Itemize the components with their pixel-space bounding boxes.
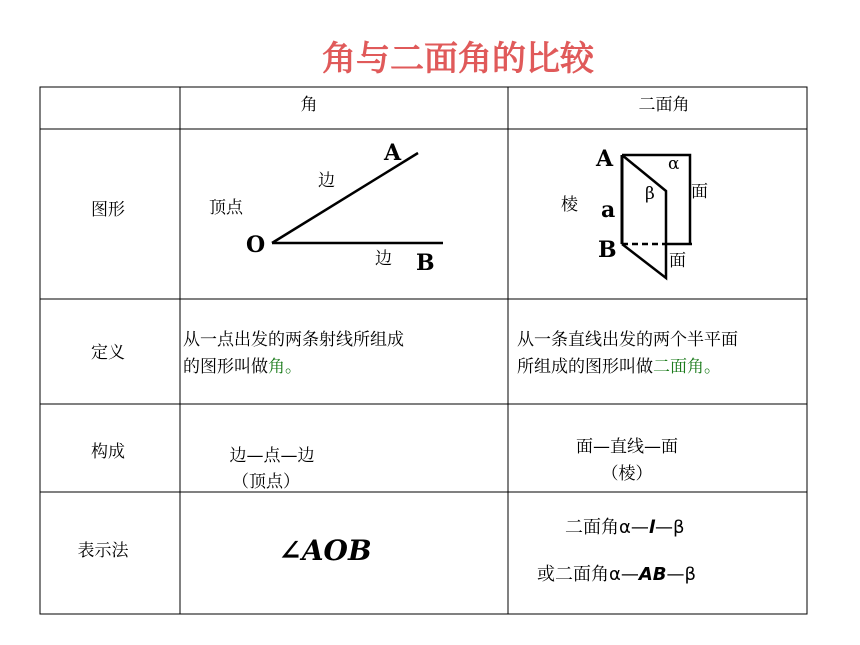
row-label-definition: 定义 xyxy=(91,343,125,363)
vertex-text-label: 顶点 xyxy=(209,198,243,218)
point-a-label: A xyxy=(384,140,402,166)
row-label-notation: 表示法 xyxy=(77,541,129,561)
dihedral-definition-term: 二面角。 xyxy=(653,357,721,377)
point-b-label: B xyxy=(416,250,435,276)
dihedral-notation-line1-prefix: 二面角α— xyxy=(565,517,649,538)
ray-oa xyxy=(272,153,418,243)
angle-notation: ∠AOB xyxy=(278,534,372,567)
angle-figure xyxy=(209,140,443,276)
page-title: 角与二面角的比较 xyxy=(322,39,594,79)
dihedral-composition-line2: （棱） xyxy=(601,464,653,484)
side-label-upper: 边 xyxy=(318,171,335,191)
angle-definition-prefix: 的图形叫做 xyxy=(183,357,268,377)
plane-beta-label: β xyxy=(645,184,655,204)
row-label-figure: 图形 xyxy=(91,200,125,220)
edge-text-label: 棱 xyxy=(561,195,578,215)
dihedral-notation-line2-edge: AB xyxy=(638,564,667,585)
edge-point-b-label: B xyxy=(598,237,617,263)
dihedral-notation-line2-suffix: —β xyxy=(666,564,697,585)
row-label-composition: 构成 xyxy=(91,442,125,462)
plane-beta xyxy=(622,155,666,278)
face-label-lower: 面 xyxy=(669,251,686,271)
dihedral-definition-prefix: 所组成的图形叫做 xyxy=(517,357,653,377)
angle-composition-line2: （顶点） xyxy=(232,472,300,492)
angle-definition-line1: 从一点出发的两条射线所组成 xyxy=(183,330,404,350)
angle-composition-line1: 边—点—边 xyxy=(229,446,315,466)
dihedral-composition-line1: 面—直线—面 xyxy=(576,437,678,457)
dihedral-notation-line1 xyxy=(565,517,685,538)
plane-alpha-label: α xyxy=(668,154,680,174)
edge-point-a-label: A xyxy=(596,146,614,172)
dihedral-notation-line1-suffix: —β xyxy=(655,517,685,538)
dihedral-notation-line2-prefix: 或二面角α— xyxy=(537,564,639,585)
header-angle: 角 xyxy=(300,95,318,115)
vertex-o-label: O xyxy=(246,232,266,258)
side-label-lower: 边 xyxy=(375,249,392,269)
dihedral-definition-line2 xyxy=(517,357,721,377)
angle-definition-line2 xyxy=(183,357,302,377)
dihedral-definition-line1: 从一条直线出发的两个半平面 xyxy=(517,330,738,350)
edge-name-label: a xyxy=(601,197,616,223)
header-dihedral-angle: 二面角 xyxy=(638,95,690,115)
angle-definition-term: 角。 xyxy=(268,357,302,377)
dihedral-notation-line2 xyxy=(537,564,696,585)
dihedral-notation-line1-edge: l xyxy=(648,517,656,538)
dihedral-figure xyxy=(561,146,708,278)
plane-alpha xyxy=(622,155,690,244)
face-label-upper: 面 xyxy=(691,182,708,202)
comparison-table xyxy=(40,87,807,614)
